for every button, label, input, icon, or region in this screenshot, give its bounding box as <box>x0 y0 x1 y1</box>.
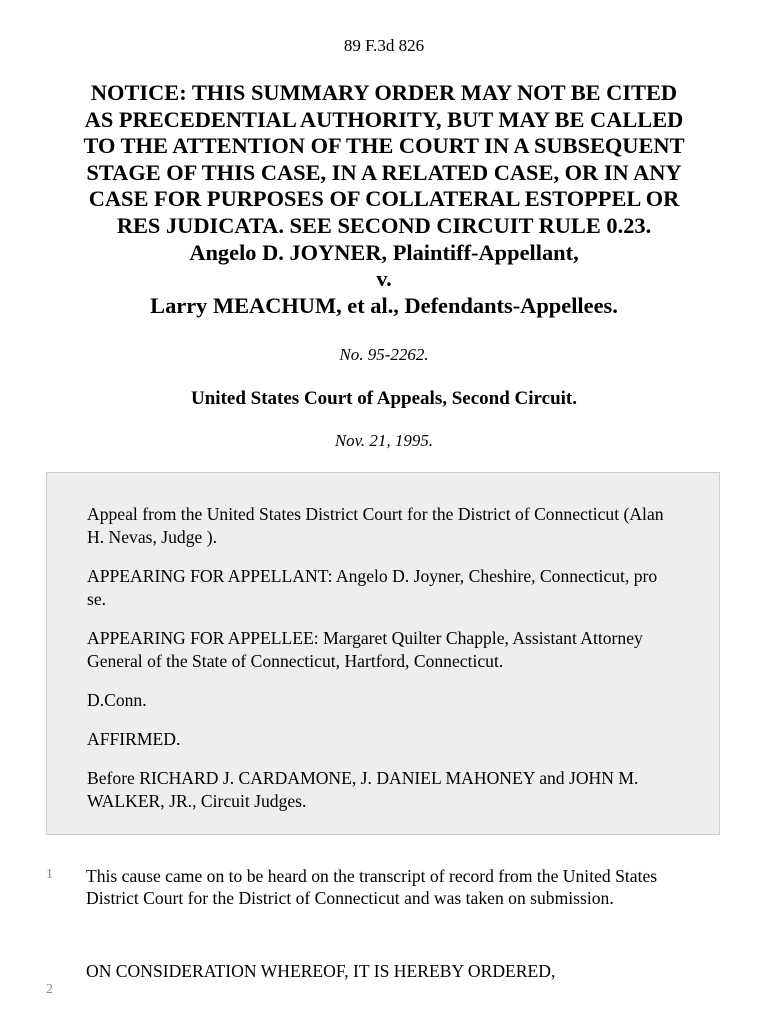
district-court: D.Conn. <box>87 690 147 710</box>
appellee-counsel: APPEARING FOR APPELLEE: Margaret Quilter Chapple, Assistant Attorney General of the State of Connecticut, Hartford, Connecticut. <box>87 628 643 671</box>
panel-judges: Before RICHARD J. CARDAMONE, J. DANIEL MAHONEY and JOHN M. WALKER, JR., Circuit Judges. <box>87 768 639 811</box>
notice-line: AS PRECEDENTIAL AUTHORITY, BUT MAY BE CALLED <box>84 106 684 132</box>
notice-line: RES JUDICATA. SEE SECOND CIRCUIT RULE 0.23. <box>116 212 652 238</box>
prelims-box <box>46 472 720 835</box>
notice-line: STAGE OF THIS CASE, IN A RELATED CASE, OR IN ANY <box>86 159 682 185</box>
appellant-counsel: APPEARING FOR APPELLANT: Angelo D. Joyner, Cheshire, Connecticut, pro se. <box>87 566 658 609</box>
appellee-party: Larry MEACHUM, et al., Defendants-Appellees. <box>150 292 618 318</box>
appeal-from: Appeal from the United States District Court for the District of Connecticut (Alan H. Nevas, Judge ). <box>87 504 664 547</box>
case-caption <box>20 80 748 319</box>
versus: v. <box>376 266 392 292</box>
opinion-paragraph: ON CONSIDERATION WHEREOF, IT IS HEREBY ORDERED, <box>86 961 556 981</box>
paragraph-number: 1 <box>46 867 53 882</box>
notice-line: NOTICE: THIS SUMMARY ORDER MAY NOT BE CITED <box>90 80 678 105</box>
court-name: United States Court of Appeals, Second Circuit. <box>191 388 577 409</box>
appellant-party: Angelo D. JOYNER, Plaintiff-Appellant, <box>189 239 579 265</box>
disposition: AFFIRMED. <box>87 729 181 749</box>
opinion-paragraph: This cause came on to be heard on the transcript of record from the United States District Court for the District of Connecticut and was taken on submission. <box>86 866 658 908</box>
notice-line: TO THE ATTENTION OF THE COURT IN A SUBSEQUENT <box>83 133 685 159</box>
notice-line: CASE FOR PURPOSES OF COLLATERAL ESTOPPEL OR <box>88 186 680 212</box>
paragraph-number: 2 <box>46 982 53 997</box>
docket-number: No. 95-2262. <box>339 345 429 364</box>
citation: 89 F.3d 826 <box>343 36 425 55</box>
decision-date: Nov. 21, 1995. <box>334 431 434 450</box>
